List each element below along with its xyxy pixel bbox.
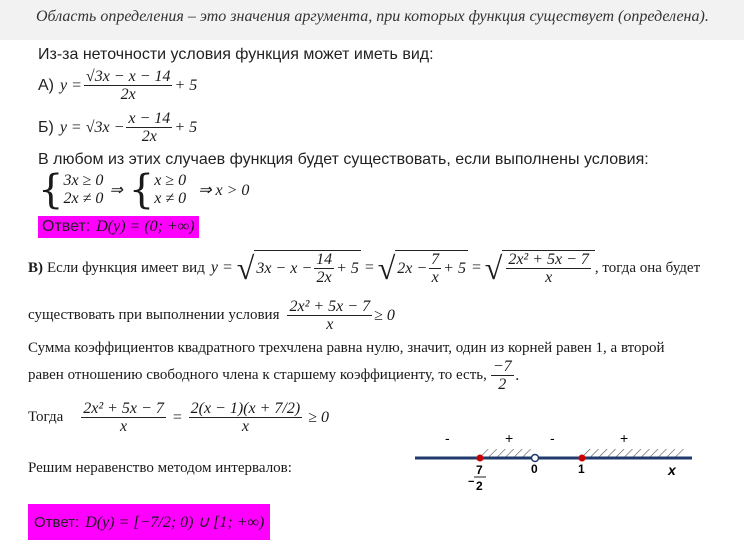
radical-1: √ 3x − x − $\frac{14}{2x}$ + 5 xyxy=(236,250,359,286)
paragraph-text2: равен отношению свободного члена к старшему коэффициенту, то есть, xyxy=(28,367,487,383)
togda-line: Тогда $\frac{\text{2x² + 5x − 7}}{x}$ = $\frac{2(x - 1)(x + 7/2)}{x}$ ≥ 0 xyxy=(28,400,329,435)
case-a-tail: + 5 xyxy=(174,76,198,94)
result-text: ⇒ x > 0 xyxy=(198,182,250,199)
case-v-text-after: , тогда она будет xyxy=(594,259,701,276)
number-line xyxy=(410,425,700,495)
answer-1-value: D(y) = (0; +∞) xyxy=(96,218,195,235)
case-b-label: Б) xyxy=(38,118,54,136)
label-minus: − xyxy=(468,476,475,488)
togda-text: Тогда xyxy=(28,409,64,425)
radical-3: √ $\frac{\text{2x² + 5x − 7}}{x}$ xyxy=(485,250,595,286)
case-a-numerator: √3x − x − 14 xyxy=(85,68,171,85)
label-zero: 0 xyxy=(531,462,538,476)
answer-2-box xyxy=(28,504,270,540)
paragraph-line2 xyxy=(28,358,520,393)
case-b-tail: + 5 xyxy=(174,118,198,136)
answer-2-label: Ответ: xyxy=(34,513,80,531)
point-one xyxy=(579,455,586,462)
case-a-denominator: 2x xyxy=(120,86,136,103)
label-x: x xyxy=(668,462,676,478)
label-p1-num: 7 xyxy=(476,463,483,477)
sign-2: + xyxy=(505,430,514,446)
root-frac-tail: . xyxy=(515,366,520,384)
case-b-numerator: x − 14 xyxy=(128,110,171,127)
radical-2: √ 2x − $\frac{7}{x}$ + 5 xyxy=(377,250,466,286)
sign-4: + xyxy=(620,430,629,446)
hatch-interval-2 xyxy=(584,449,684,457)
answer-1-label: Ответ: xyxy=(42,218,91,235)
definition-text: Область определения – это значения аргумента, при которых функция существует (определена). xyxy=(36,8,709,25)
answer-1-box xyxy=(38,216,199,238)
conditions-text: В любом из этих случаев функция будет существовать, если выполнены условия: xyxy=(38,151,649,168)
label-p1-den: 2 xyxy=(476,479,483,493)
root-frac-den: 2 xyxy=(498,376,507,393)
case-v-line: В) Если функция имеет вид y = √ 3x − x − $\frac{14}{2x}$ + 5 = √ 2x − $\frac{7}{x}$ + 5 = √ $\frac{\text{2x² + 5x − 7}}{x}$ , тогда она будет xyxy=(28,250,701,286)
root-frac-num: −7 xyxy=(492,358,512,375)
brace-2: { xyxy=(128,167,155,213)
point-minus-seven-halves xyxy=(477,455,484,462)
intro-text: Из-за неточности условия функция может иметь вид: xyxy=(38,46,434,63)
system2-line1: x ≥ 0 xyxy=(154,172,187,189)
case-v-text1: Если функция имеет вид xyxy=(47,259,205,276)
systems-row xyxy=(38,167,250,213)
case-a-label: А) xyxy=(38,76,54,94)
case-a-formula xyxy=(38,68,197,103)
solve-text: Решим неравенство методом интервалов: xyxy=(28,460,292,476)
system1-line2: 2x ≠ 0 xyxy=(63,190,104,207)
case-v-text2: существовать при выполнении условия xyxy=(28,307,280,323)
paragraph-line1: Сумма коэффициентов квадратного трехчлена равна нулю, значит, один из корней равен 1, а второй xyxy=(28,340,665,356)
hatch-interval-1 xyxy=(482,449,534,457)
case-b-denominator: 2x xyxy=(141,128,157,145)
condition-line: существовать при выполнении условия $\frac{\text{2x² + 5x − 7}}{x}$ ≥ 0 xyxy=(28,298,395,333)
case-v-label: В) xyxy=(28,259,43,276)
label-one: 1 xyxy=(578,462,585,476)
implies-arrow-1: ⇒ xyxy=(109,182,123,199)
case-a-y: y = xyxy=(60,76,82,94)
system2-line2: x ≠ 0 xyxy=(154,190,187,207)
brace-1: { xyxy=(38,167,64,213)
case-b-start: y = √3x − xyxy=(59,118,125,136)
point-zero xyxy=(532,455,539,462)
system1-line1: 3x ≥ 0 xyxy=(63,172,104,189)
sign-1: - xyxy=(445,430,450,446)
sign-3: - xyxy=(550,430,555,446)
case-b-formula xyxy=(38,110,197,145)
answer-2-value: D(y) = [−7/2; 0) ∪ [1; +∞) xyxy=(85,514,265,531)
